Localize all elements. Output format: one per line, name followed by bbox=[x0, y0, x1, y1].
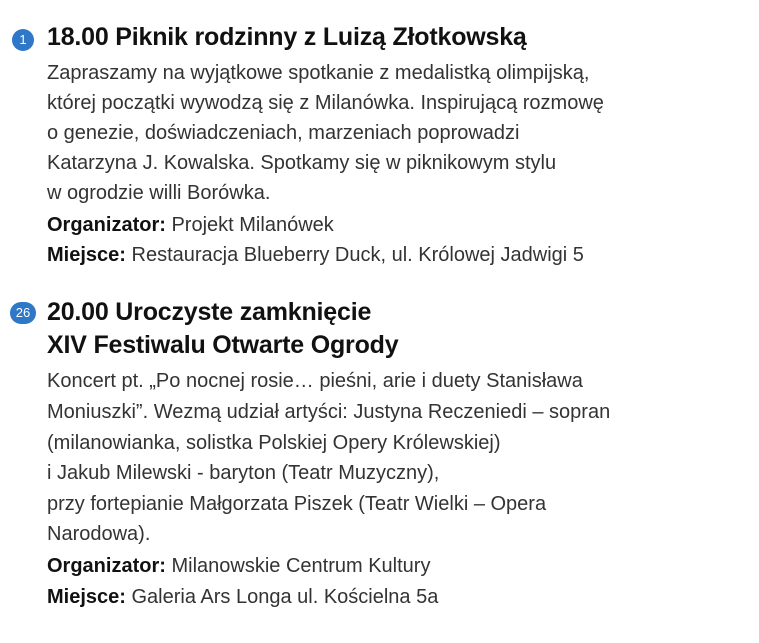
event-title: 18.00 Piknik rodzinny z Luizą Złotkowską bbox=[47, 23, 527, 51]
event-description-line: której początki wywodzą się z Milanówka. Inspirującą rozmowę bbox=[47, 92, 604, 114]
event-description-line: Koncert pt. „Po nocnej rosie… pieśni, arie i duety Stanisława bbox=[47, 370, 583, 392]
event-place bbox=[47, 582, 438, 612]
event-title-line: XIV Festiwalu Otwarte Ogrody bbox=[47, 331, 399, 359]
event-number-badge: 1 bbox=[12, 29, 34, 51]
organizer-label: Organizator: bbox=[47, 555, 166, 577]
organizer-value: Projekt Milanówek bbox=[171, 214, 334, 236]
place-label: Miejsce: bbox=[47, 244, 126, 266]
event-description-line: Katarzyna J. Kowalska. Spotkamy się w piknikowym stylu bbox=[47, 152, 557, 174]
event-description-line: o genezie, doświadczeniach, marzeniach poprowadzi bbox=[47, 122, 520, 144]
place-value: Galeria Ars Longa ul. Kościelna 5a bbox=[131, 586, 439, 608]
place-value: Restauracja Blueberry Duck, ul. Królowej Jadwigi 5 bbox=[131, 244, 584, 266]
event-description-line: Moniuszki”. Wezmą udział artyści: Justyna Reczeniedi – sopran bbox=[47, 401, 611, 423]
event-description-line: Zapraszamy na wyjątkowe spotkanie z medalistką olimpijską, bbox=[47, 62, 590, 84]
event-place bbox=[47, 240, 584, 270]
event-organizer bbox=[47, 210, 334, 240]
event-organizer bbox=[47, 551, 430, 581]
place-label: Miejsce: bbox=[47, 586, 126, 608]
event-title-line: 20.00 Uroczyste zamknięcie bbox=[47, 298, 372, 326]
organizer-label: Organizator: bbox=[47, 214, 166, 236]
event-description-line: w ogrodzie willi Borówka. bbox=[47, 182, 271, 204]
event-description-line: i Jakub Milewski - baryton (Teatr Muzyczny), bbox=[47, 462, 440, 484]
event-description-line: przy fortepianie Małgorzata Piszek (Teatr Wielki – Opera bbox=[47, 493, 547, 515]
event-description-line: Narodowa). bbox=[47, 523, 151, 545]
organizer-value: Milanowskie Centrum Kultury bbox=[171, 555, 431, 577]
event-number-badge: 26 bbox=[10, 302, 36, 324]
event-description-line: (milanowianka, solistka Polskiej Opery Królewskiej) bbox=[47, 432, 501, 454]
